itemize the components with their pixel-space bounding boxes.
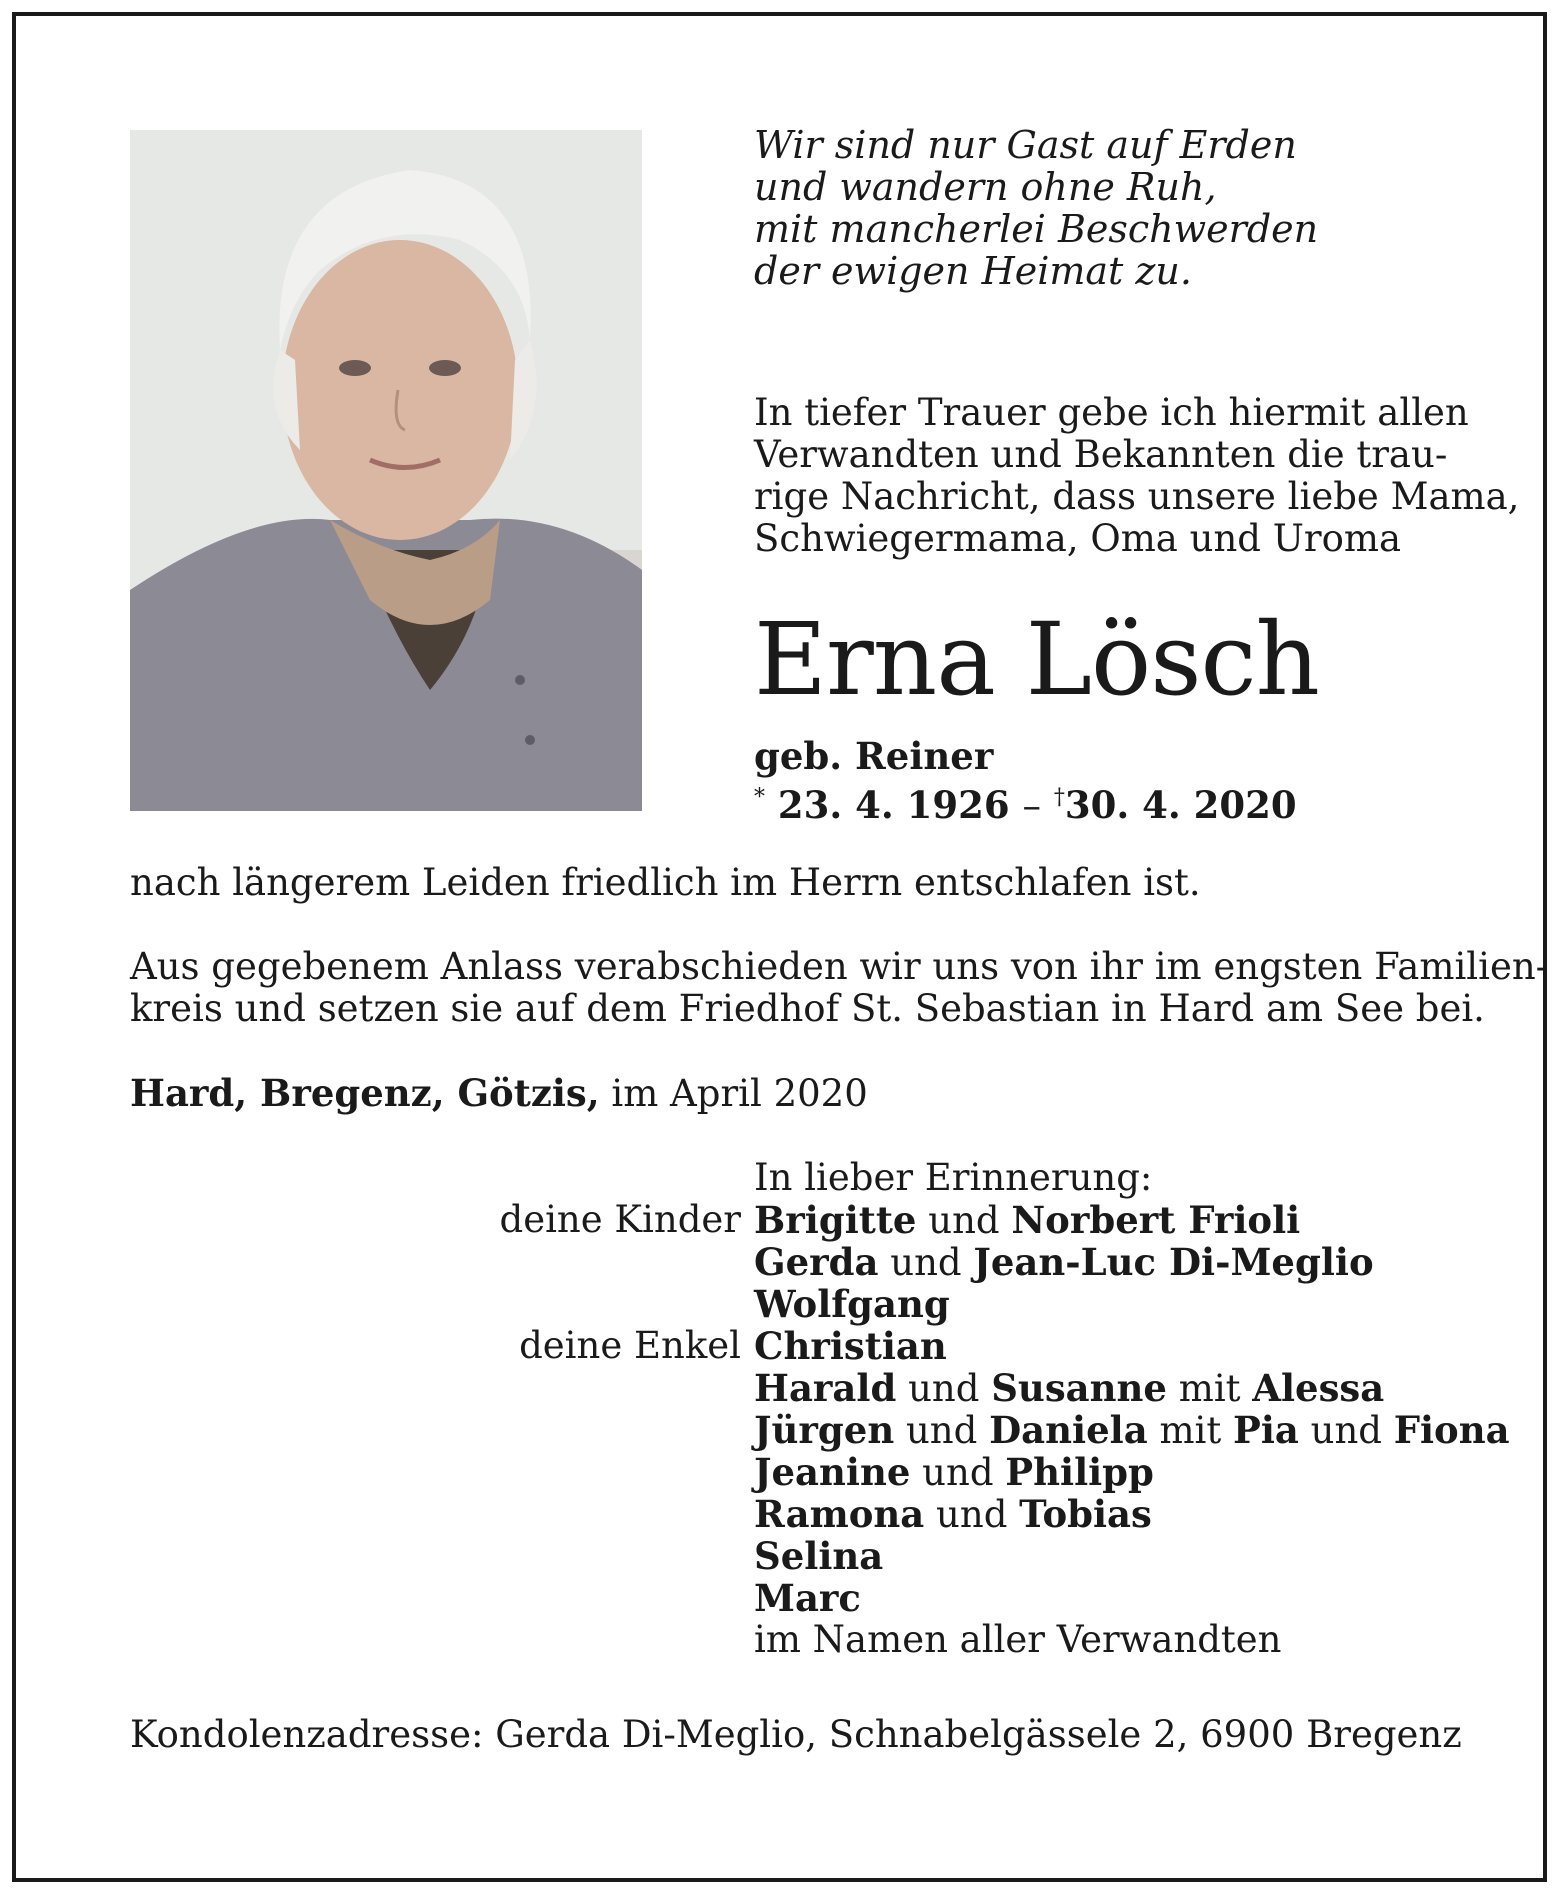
poem-line: Wir sind nur Gast auf Erden [754,123,1297,167]
birth-symbol: * [754,785,765,810]
deceased-name: Erna Lösch [754,601,1319,718]
mourner-name: Norbert Frioli [1011,1198,1301,1242]
name-connector: und [910,1451,1006,1494]
name-connector: mit [1166,1367,1253,1410]
mourner-name: Alessa [1252,1366,1385,1410]
name-connector: und [924,1493,1020,1536]
poem-line: und wandern ohne Ruh, [754,165,1217,209]
place-date-text: im April 2020 [611,1072,868,1115]
mourner-name: Tobias [1019,1492,1152,1536]
name-connector: und [916,1199,1012,1242]
intro-line: Verwandten und Bekannten die trau- [754,433,1448,476]
mourner-name: Selina [754,1534,884,1578]
mourner-row [0,1451,1567,1493]
intro-line: In tiefer Trauer gebe ich hiermit allen [754,391,1469,434]
mourner-row [0,1535,1567,1577]
body-paragraph-2 [130,945,1549,1030]
mourner-name: Jeanine [754,1450,911,1494]
poem-line: der ewigen Heimat zu. [754,249,1192,293]
portrait-photo [130,130,642,811]
mourner-names [754,1367,1384,1410]
mourner-name: Jean-Luc Di-Meglio [973,1240,1374,1284]
mourner-name: Brigitte [754,1198,917,1242]
mourner-names [754,1451,1154,1494]
mourner-row [0,1241,1567,1283]
mourner-name: Harald [754,1366,897,1410]
body-text: kreis und setzen sie auf dem Friedhof St. Sebastian in Hard am See bei. [130,987,1485,1030]
mourner-name: Christian [754,1324,947,1368]
body-text: nach längerem Leiden friedlich im Herrn entschlafen ist. [130,861,1201,904]
mourner-name: Fiona [1393,1408,1510,1452]
body-line-1 [130,862,1440,904]
mourners-closing: im Namen aller Verwandten [754,1618,1282,1661]
mourner-names [754,1409,1510,1452]
mourner-names [754,1241,1374,1284]
death-date: 30. 4. 2020 [1064,783,1297,827]
place-towns: Hard, Bregenz, Götzis, [130,1071,600,1115]
body-text: Aus gegebenem Anlass verabschieden wir uns von ihr im engsten Familien- [130,945,1549,988]
children-label: deine Kinder [499,1198,741,1241]
intro-line: Schwiegermama, Oma und Uroma [754,517,1402,560]
mourner-row [0,1409,1567,1451]
death-symbol: † [1053,785,1065,810]
maiden-name: geb. Reiner [754,734,994,778]
mourner-row [0,1493,1567,1535]
mourners-list [0,1157,1567,1661]
mourner-name: Pia [1233,1408,1299,1452]
condolence-address [130,1713,1462,1756]
mourner-name: Philipp [1005,1450,1154,1494]
mourners-heading: In lieber Erinnerung: [754,1156,1153,1199]
grandchildren-label: deine Enkel [519,1324,741,1367]
mourner-names [754,1535,883,1578]
mourner-name: Gerda [754,1240,879,1284]
intro-paragraph [754,391,1520,560]
poem [754,124,1318,292]
mourner-names [754,1283,950,1326]
life-dates [754,777,1297,827]
mourner-row [0,1325,1567,1367]
name-connector: und [878,1241,974,1284]
condolence-text: Kondolenzadresse: Gerda Di-Meglio, Schnabelgässele 2, 6900 Bregenz [130,1713,1462,1756]
mourner-name: Marc [754,1576,861,1620]
mourner-names [754,1325,947,1368]
mourner-name: Daniela [989,1408,1148,1452]
mourner-row [0,1199,1567,1241]
mourner-name: Susanne [991,1366,1167,1410]
mourner-row [0,1283,1567,1325]
name-connector: mit [1147,1409,1233,1452]
deceased-details [754,735,1297,827]
mourner-row [0,1577,1567,1619]
mourner-name: Wolfgang [754,1282,950,1326]
name-connector: und [896,1367,992,1410]
name-connector: und [894,1409,990,1452]
mourner-names [754,1493,1152,1536]
mourner-row [0,1367,1567,1409]
place-date [130,1072,1440,1115]
mourner-name: Ramona [754,1492,925,1536]
date-separator: – [1022,784,1042,827]
mourner-name: Jürgen [754,1408,895,1452]
poem-line: mit mancherlei Beschwerden [754,207,1319,251]
mourner-names [754,1577,861,1620]
mourner-names [754,1199,1300,1242]
name-connector: und [1298,1409,1394,1452]
intro-line: rige Nachricht, dass unsere liebe Mama, [754,475,1520,518]
birth-date: 23. 4. 1926 [777,783,1010,827]
